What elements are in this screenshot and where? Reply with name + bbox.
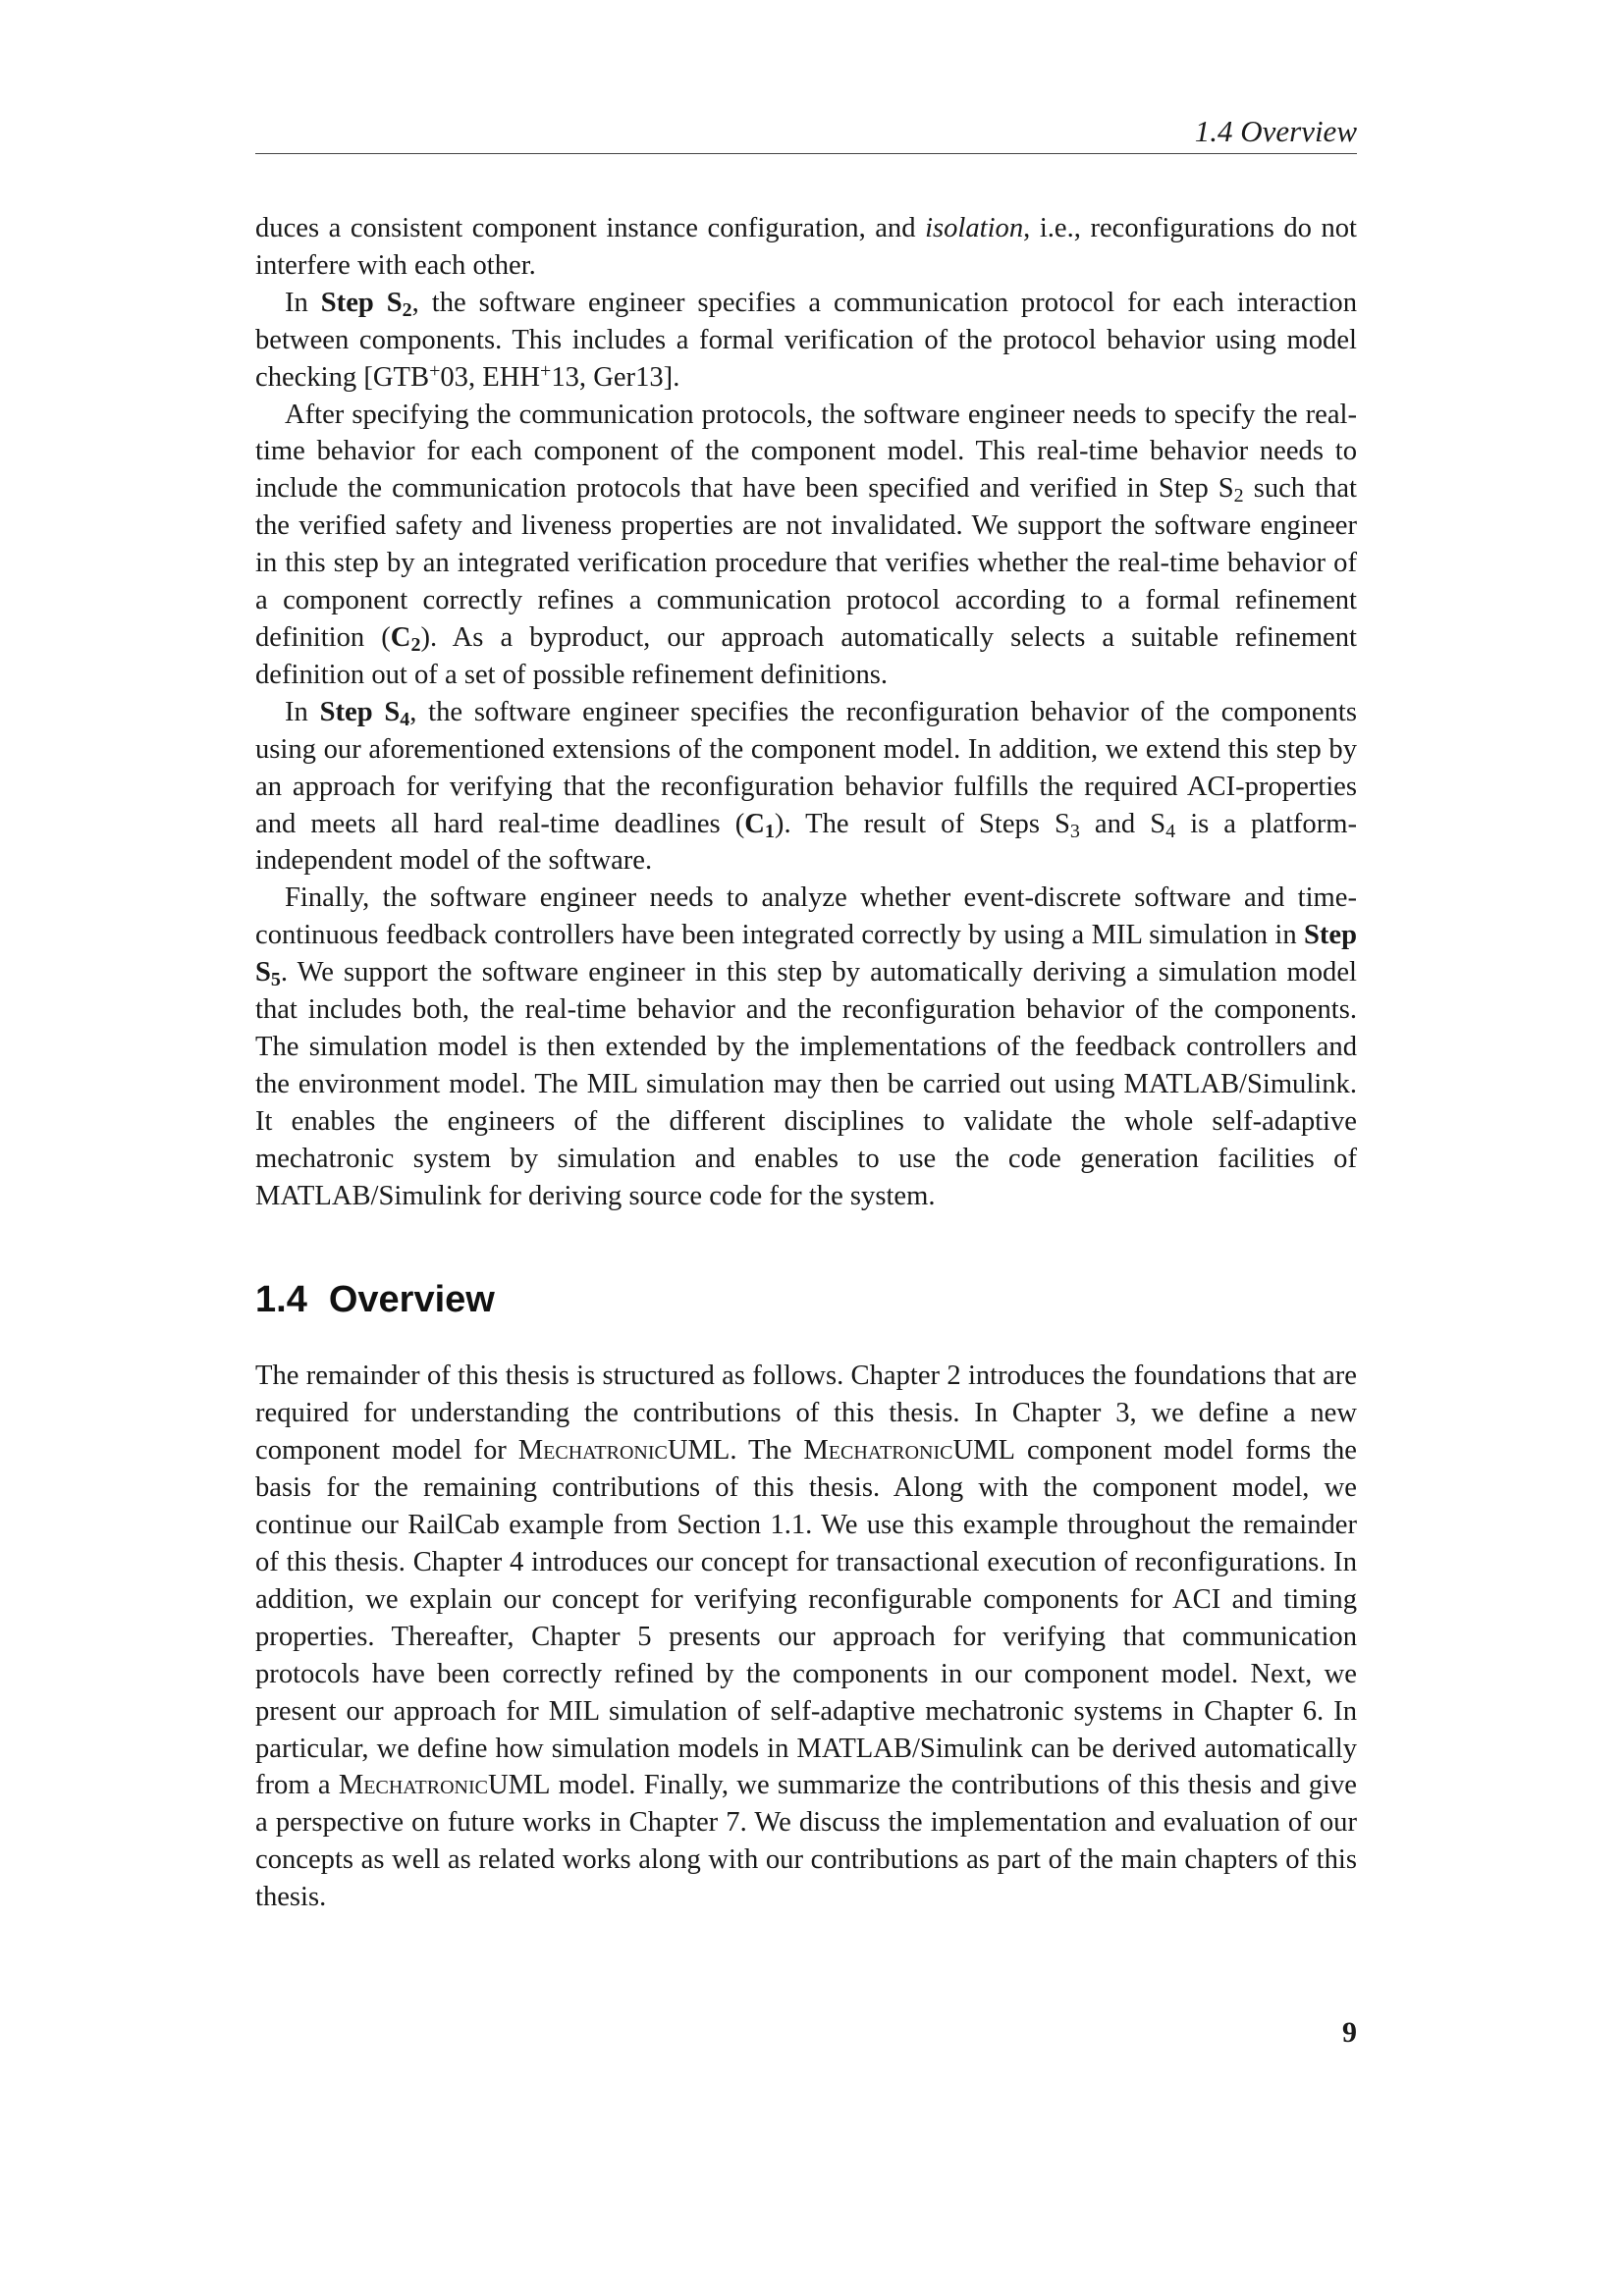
text: model. Finally, we summarize the contributions of this thesis and give a perspective on future works in Chapter 7. We discuss the implementation and evaluation of our concepts as well as related works along with our contributions as part of the main chapters of this thesis. <box>255 1770 1357 1913</box>
page-number: 9 <box>1342 2016 1357 2049</box>
subscript: 2 <box>410 633 421 656</box>
text: Step S <box>319 696 401 727</box>
mechatronicuml-name: MechatronicUML <box>803 1435 1016 1467</box>
text: 03, EHH <box>440 361 541 393</box>
subscript: 2 <box>1233 485 1244 507</box>
paragraph-step-s5 <box>255 880 1357 1214</box>
text: ). The result of Steps S <box>774 808 1070 839</box>
text: component model forms the basis for the remaining contributions of this thesis. Along with the component model, we continue our RailCab example from Section 1.1. We use this example throughout the remainder of this thesis. Chapter 4 introduces our concept for transactional execution of reconfigurations. In addition, we explain our concept for verifying reconfigurable components for ACI and timing properties. Thereafter, Chapter 5 presents our approach for verifying that communication protocols have been correctly refined by the components in our component model. Next, we present our approach for MIL simulation of self-adaptive mechatronic systems in Chapter 6. In particular, we define how simulation models in MATLAB/Simulink can be derived automatically from a <box>255 1435 1357 1801</box>
subscript: 3 <box>1069 820 1080 842</box>
contribution-c2 <box>390 621 421 656</box>
text: is a platform-independent model of the software. <box>255 808 1358 877</box>
subscript: 1 <box>764 820 775 842</box>
subscript: 4 <box>1165 820 1176 842</box>
text: C <box>744 808 765 839</box>
section-number: 1.4 <box>255 1279 307 1321</box>
text: such that the verified safety and liveness properties are not invalidated. We support the software engineer in this step by an integrated verification procedure that verifies whether the real-time behavior of a component correctly refines a communication protocol according to a formal refinement definition ( <box>255 473 1357 653</box>
text: In <box>285 696 320 727</box>
text: Step S <box>320 287 403 318</box>
text: After specifying the communication protocols, the software engineer needs to specify the real-time behavior for each component of the component model. This real-time behavior needs to include the communication protocols that have been specified and verified in Step S <box>255 399 1357 505</box>
contribution-c1 <box>744 808 775 842</box>
text: and S <box>1079 808 1166 839</box>
emphasis-isolation: isolation <box>925 213 1024 243</box>
text: , i.e., reconfigurations do not interfere with each other. <box>255 213 1358 281</box>
subscript: 2 <box>402 298 412 321</box>
subscript: 4 <box>400 708 410 730</box>
text: , the software engineer specifies a communication protocol for each interaction between components. This includes a formal verification of the protocol behavior using model checking [GTB <box>255 287 1357 393</box>
text: , the software engineer specifies the reconfiguration behavior of the components using our aforementioned extensions of the component model. In addition, we extend this step by an approach for verifying that the reconfiguration behavior fulfills the required ACI-properties and meets all hard real-time deadlines ( <box>255 696 1357 839</box>
mechatronicuml-name: MechatronicUML <box>338 1770 551 1801</box>
page-body <box>255 210 1357 1916</box>
paragraph-step-s4 <box>255 694 1357 881</box>
superscript: + <box>429 359 441 382</box>
step-s4-label <box>319 696 410 730</box>
text: C <box>390 621 411 653</box>
text: . The <box>730 1435 804 1467</box>
mechatronicuml-name: MechatronicUML <box>517 1435 731 1467</box>
page-header <box>255 110 1357 154</box>
subscript: 5 <box>270 969 281 991</box>
paragraph-step-s2 <box>255 285 1357 397</box>
section-heading-overview <box>255 1277 1357 1322</box>
section-title: Overview <box>328 1279 495 1321</box>
text: Finally, the software engineer needs to analyze whether event-discrete software and time-continuous feedback controllers have been integrated correctly by using a MIL simulation in <box>255 882 1357 951</box>
step-s2-label <box>320 287 412 321</box>
paragraph-overview <box>255 1358 1357 1916</box>
paragraph-isolation <box>255 210 1357 285</box>
text: 13, Ger13]. <box>551 361 680 393</box>
running-head: 1.4 Overview <box>1194 114 1357 148</box>
text: duces a consistent component instance configuration, and <box>255 213 926 243</box>
text: Step S <box>255 920 1357 988</box>
text: The remainder of this thesis is structured as follows. Chapter 2 introduces the foundations that are required for understanding the contributions of this thesis. In Chapter 3, we define a new component model for <box>255 1361 1357 1467</box>
superscript: + <box>540 359 552 382</box>
paragraph-real-time-behavior <box>255 397 1357 694</box>
text: . We support the software engineer in this step by automatically deriving a simulation model that includes both, the real-time behavior and the reconfiguration behavior of the components. The simulation model is then extended by the implementations of the feedback controllers and the environment model. The MIL simulation may then be carried out using MATLAB/Simulink. It enables the engineers of the different disciplines to validate the whole self-adaptive mechatronic system by simulation and enables to use the code generation facilities of MATLAB/Simulink for deriving source code for the system. <box>255 957 1357 1211</box>
text: In <box>285 287 321 318</box>
text: ). As a byproduct, our approach automatically selects a suitable refinement definition out of a set of possible refinement definitions. <box>255 621 1357 690</box>
